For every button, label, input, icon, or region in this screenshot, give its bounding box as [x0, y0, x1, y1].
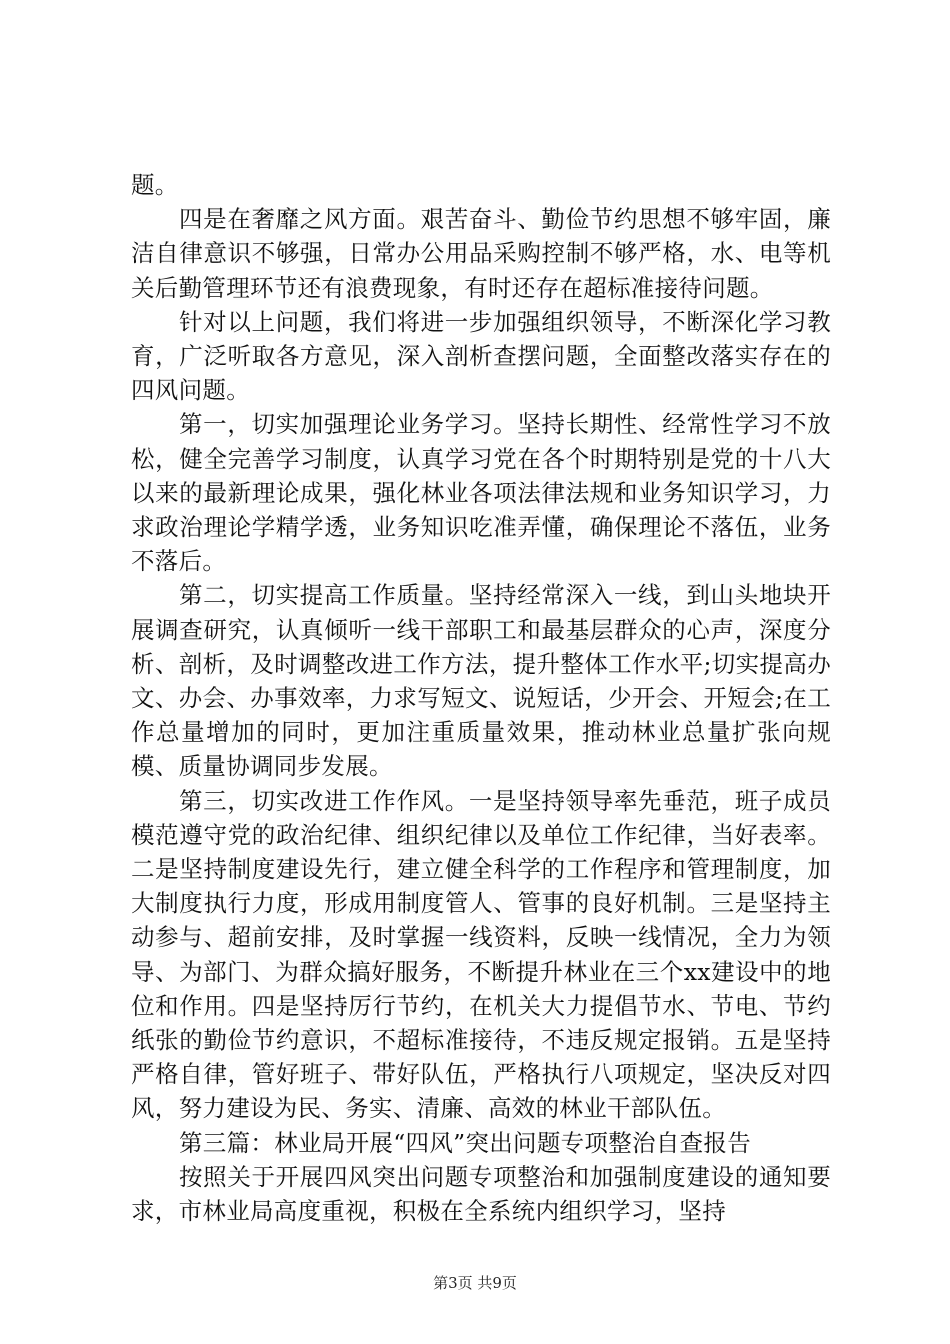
- paragraph-6: 第三，切实改进工作作风。一是坚持领导率先垂范，班子成员模范遵守党的政治纪律、组织纪律以及单位工作纪律，当好表率。二是坚持制度建设先行，建立健全科学的工作程序和管理制度，加大制度执行力度，形成用制度管人、管事的良好机制。三是坚持主动参与、超前安排，及时掌握一线资料，反映一线情况，全力为领导、为部门、为群众搞好服务，不断提升林业在三个xx建设中的地位和作用。四是坚持厉行节约，在机关大力提倡节水、节电、节约纸张的勤俭节约意识，不超标准接待，不违反规定报销。五是坚持严格自律，管好班子、带好队伍，严格执行八项规定，坚决反对四风，努力建设为民、务实、清廉、高效的林业干部队伍。: [131, 786, 831, 1123]
- paragraph-5: 第二，切实提高工作质量。坚持经常深入一线，到山头地块开展调查研究，认真倾听一线干部职工和最基层群众的心声，深度分析、剖析，及时调整改进工作方法，提升整体工作水平;切实提高办文、办会、办事效率，力求写短文、说短话，少开会、开短会;在工作总量增加的同时，更加注重质量效果，推动林业总量扩张向规模、质量协调同步发展。: [131, 581, 831, 781]
- page-number-footer: 第3页 共9页: [433, 1274, 517, 1292]
- paragraph-3: 针对以上问题，我们将进一步加强组织领导，不断深化学习教育，广泛听取各方意见，深入剖析查摆问题，全面整改落实存在的四风问题。: [131, 307, 831, 405]
- document-body: [131, 168, 831, 1228]
- paragraph-4: 第一，切实加强理论业务学习。坚持长期性、经常性学习不放松，健全完善学习制度，认真学习党在各个时期特别是党的十八大以来的最新理论成果，强化林业各项法律法规和业务知识学习，力求政治理论学精学透，业务知识吃准弄懂，确保理论不落伍，业务不落后。: [131, 410, 831, 576]
- paragraph-2: 四是在奢靡之风方面。艰苦奋斗、勤俭节约思想不够牢固，廉洁自律意识不够强，日常办公用品采购控制不够严格，水、电等机关后勤管理环节还有浪费现象，有时还存在超标准接待问题。: [131, 205, 831, 302]
- paragraph-1: 题。: [131, 171, 179, 199]
- section-heading: 第三篇：林业局开展“四风”突出问题专项整治自查报告: [179, 1128, 752, 1157]
- paragraph-8: 按照关于开展四风突出问题专项整治和加强制度建设的通知要求，市林业局高度重视，积极在全系统内组织学习，坚持: [131, 1162, 831, 1226]
